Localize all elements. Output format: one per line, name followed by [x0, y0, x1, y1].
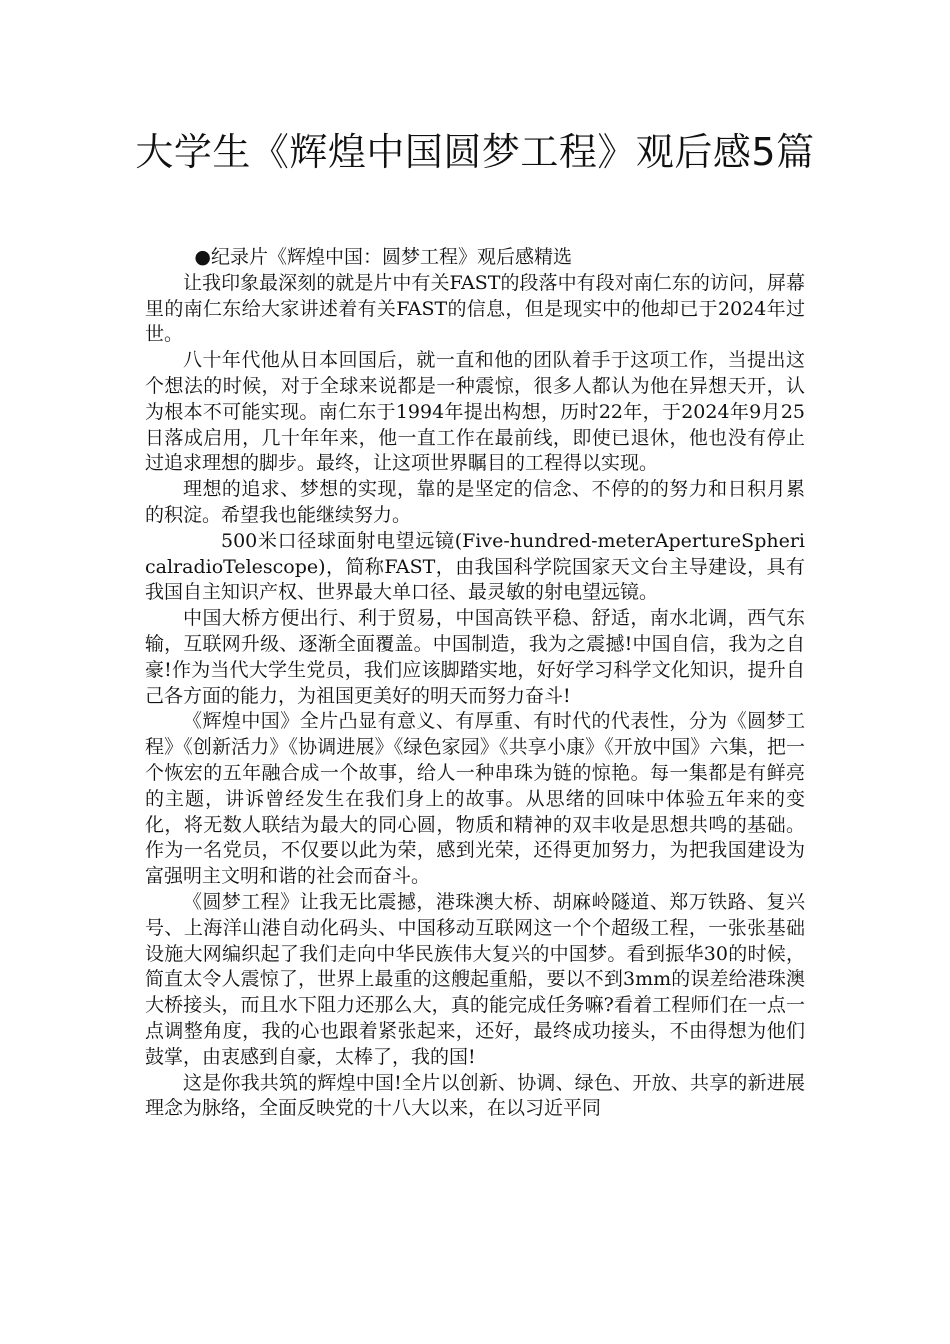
paragraph-8: 这是你我共筑的辉煌中国!全片以创新、协调、绿色、开放、共享的新进展理念为脉络，全面反映党的十八大以来，在以习近平同: [145, 1071, 805, 1120]
paragraph-4: 500米口径球面射电望远镜(Five-hundred-meterApertureSphericalradioTelescope)，简称FAST，由我国科学院国家天文台主导建设，具有我国自主知识产权、世界最大单口径、最灵敏的射电望远镜。: [145, 529, 805, 604]
document-body: [145, 245, 805, 1122]
lead-line: ●纪录片《辉煌中国：圆梦工程》观后感精选: [194, 246, 572, 268]
document-title: 大学生《辉煌中国圆梦工程》观后感5篇: [135, 130, 815, 174]
paragraph-1: 让我印象最深刻的就是片中有关FAST的段落中有段对南仁东的访问，屏幕里的南仁东给大家讲述着有关FAST的信息，但是现实中的他却已于2024年过世。: [145, 271, 805, 346]
paragraph-5: 中国大桥方便出行、利于贸易，中国高铁平稳、舒适，南水北调，西气东输，互联网升级、逐渐全面覆盖。中国制造，我为之震撼!中国自信，我为之自豪!作为当代大学生党员，我们应该脚踏实地，好好学习科学文化知识，提升自己各方面的能力，为祖国更美好的明天而努力奋斗!: [145, 607, 805, 707]
paragraph-2: 八十年代他从日本回国后，就一直和他的团队着手于这项工作，当提出这个想法的时候，对于全球来说都是一种震惊，很多人都认为他在异想天开，认为根本不可能实现。南仁东于1994年提出构想，历时22年，于2024年9月25日落成启用，几十年年来，他一直工作在最前线，即使已退休，他也没有停止过追求理想的脚步。最终，让这项世界瞩目的工程得以实现。: [145, 349, 805, 475]
paragraph-6: 《辉煌中国》全片凸显有意义、有厚重、有时代的代表性，分为《圆梦工程》《创新活力》《协调进展》《绿色家园》《共享小康》《开放中国》六集，把一个恢宏的五年融合成一个故事，给人一种串珠为链的惊艳。每一集都是有鲜亮的主题，讲诉曾经发生在我们身上的故事。从思绪的回味中体验五年来的变化，将无数人联结为最大的同心圆，物质和精神的双丰收是思想共鸣的基础。作为一名党员，不仅要以此为荣，感到光荣，还得更加努力，为把我国建设为富强明主文明和谐的社会而奋斗。: [145, 710, 805, 888]
paragraph-3: 理想的追求、梦想的实现，靠的是坚定的信念、不停的的努力和日积月累的积淀。希望我也能继续努力。: [145, 478, 805, 526]
paragraph-7: 《圆梦工程》让我无比震撼，港珠澳大桥、胡麻岭隧道、郑万铁路、复兴号、上海洋山港自动化码头、中国移动互联网这一个个超级工程，一张张基础设施大网编织起了我们走向中华民族伟大复兴的中国梦。看到振华30的时候，简直太令人震惊了，世界上最重的这艘起重船，要以不到3mm的误差给港珠澳大桥接头，而且水下阻力还那么大，真的能完成任务嘛?看着工程师们在一点一点调整角度，我的心也跟着紧张起来，还好，最终成功接头，不由得想为他们鼓掌，由衷感到自豪，太棒了，我的国!: [145, 890, 805, 1068]
